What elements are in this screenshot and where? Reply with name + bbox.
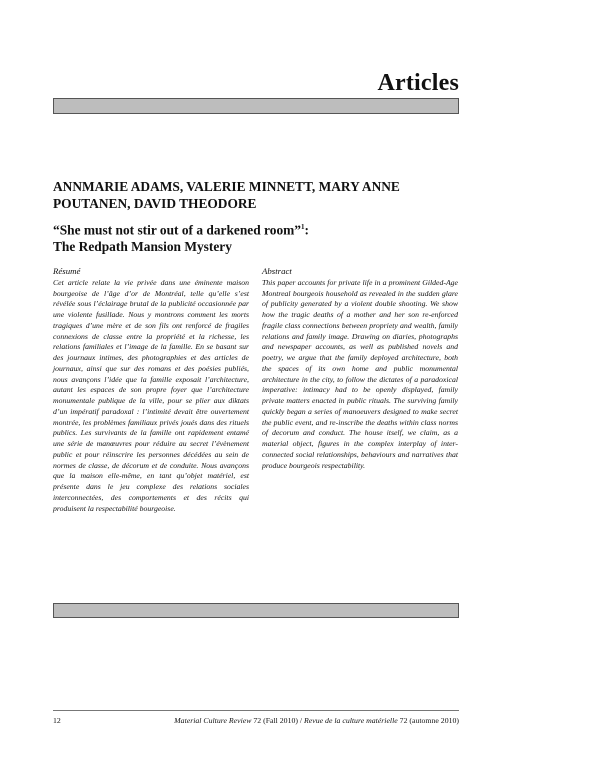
title-line1-end: : <box>304 222 309 238</box>
resume-text: Cet article relate la vie privée dans une éminente maison bourgeoise de l’âge d’or de Montréal, telle qu’elle s’est révélée sous l’éclairage brutal de la publicité occasionnée par une violente fusillade. Nous y montrons comment les morts tragiques d’une mère et de son fils ont renforcé de fragiles connexions de classe entre la propriété et la richesse, les relations familiales et l’image de la famille. En se basant sur des journaux intimes, des photographies et des articles de journaux, ainsi que sur des romans et des poésies publiés, nous avançons l’idée que la famille exposait l’architecture, autant les espaces de son propre foyer que l’architecture monumentale publique de la ville, pour se plier aux diktats d’un impératif paradoxal : l’intimité devait être ouvertement montrée, les problèmes familiaux privés joués dans des rituels publics. Les survivants de la famille ont rapidement entamé une série de manœuvres pour réduire au secret l’évènement public et pour réinscrire les personnes décédées au sein de normes de classe, de décorum et de conduite. Nous avançons que la maison elle-même, en tant qu’objet matériel, est présente dans le jeu complexe des relations sociales interconnectées, des comportements et des récits qui produisent la respectabilité bourgeoise. <box>53 277 249 513</box>
abstract-text: This paper accounts for private life in a prominent Gilded-Age Montreal bourgeois household as revealed in the sudden glare of publicity generated by a violent double shooting. We show how the tragic deaths of a mother and her son re-enforced fragile class connections between propriety and wealth, family relations and family image. Drawing on diaries, photographs and newspaper accounts, as well as published novels and poetry, we argue that the family deployed architecture, both the spaces of its own home and public monumental architecture in the city, to follow the dictates of a paradoxical imperative: intimacy had to be openly displayed, family private matters enacted in public rituals. The surviving family quickly began a series of manoeuvers designed to make secret the public event, and re-inscribe the deaths within class norms of decorum and conduct. The house itself, we claim, as a material object, figures in the complex interplay of inter-connected social relationships, behaviours and narratives that produce bourgeois respectability. <box>262 277 458 470</box>
abstract-heading: Abstract <box>262 266 292 276</box>
journal-title-fr: Revue de la culture matérielle <box>304 716 398 725</box>
authors: ANNMARIE ADAMS, VALERIE MINNETT, MARY ANNE POUTANEN, DAVID THEODORE <box>53 179 400 211</box>
footer-gray-bar <box>53 603 459 618</box>
journal-title-en: Material Culture Review <box>174 716 252 725</box>
header-gray-bar <box>53 98 459 114</box>
footnote-marker: 1 <box>301 223 305 231</box>
page-number: 12 <box>53 716 61 725</box>
footer-rule <box>53 710 459 711</box>
title-line1: “She must not stir out of a darkened room” <box>53 222 301 238</box>
resume-column <box>53 266 249 514</box>
issue-fr: 72 (automne 2010) <box>397 716 459 725</box>
section-title: Articles <box>377 70 459 96</box>
issue-en: 72 (Fall 2010) / <box>251 716 305 725</box>
journal-citation <box>174 716 459 725</box>
abstract-column <box>262 266 458 471</box>
resume-heading: Résumé <box>53 266 81 276</box>
title-line2: The Redpath Mansion Mystery <box>53 239 232 255</box>
article-title <box>53 219 473 255</box>
